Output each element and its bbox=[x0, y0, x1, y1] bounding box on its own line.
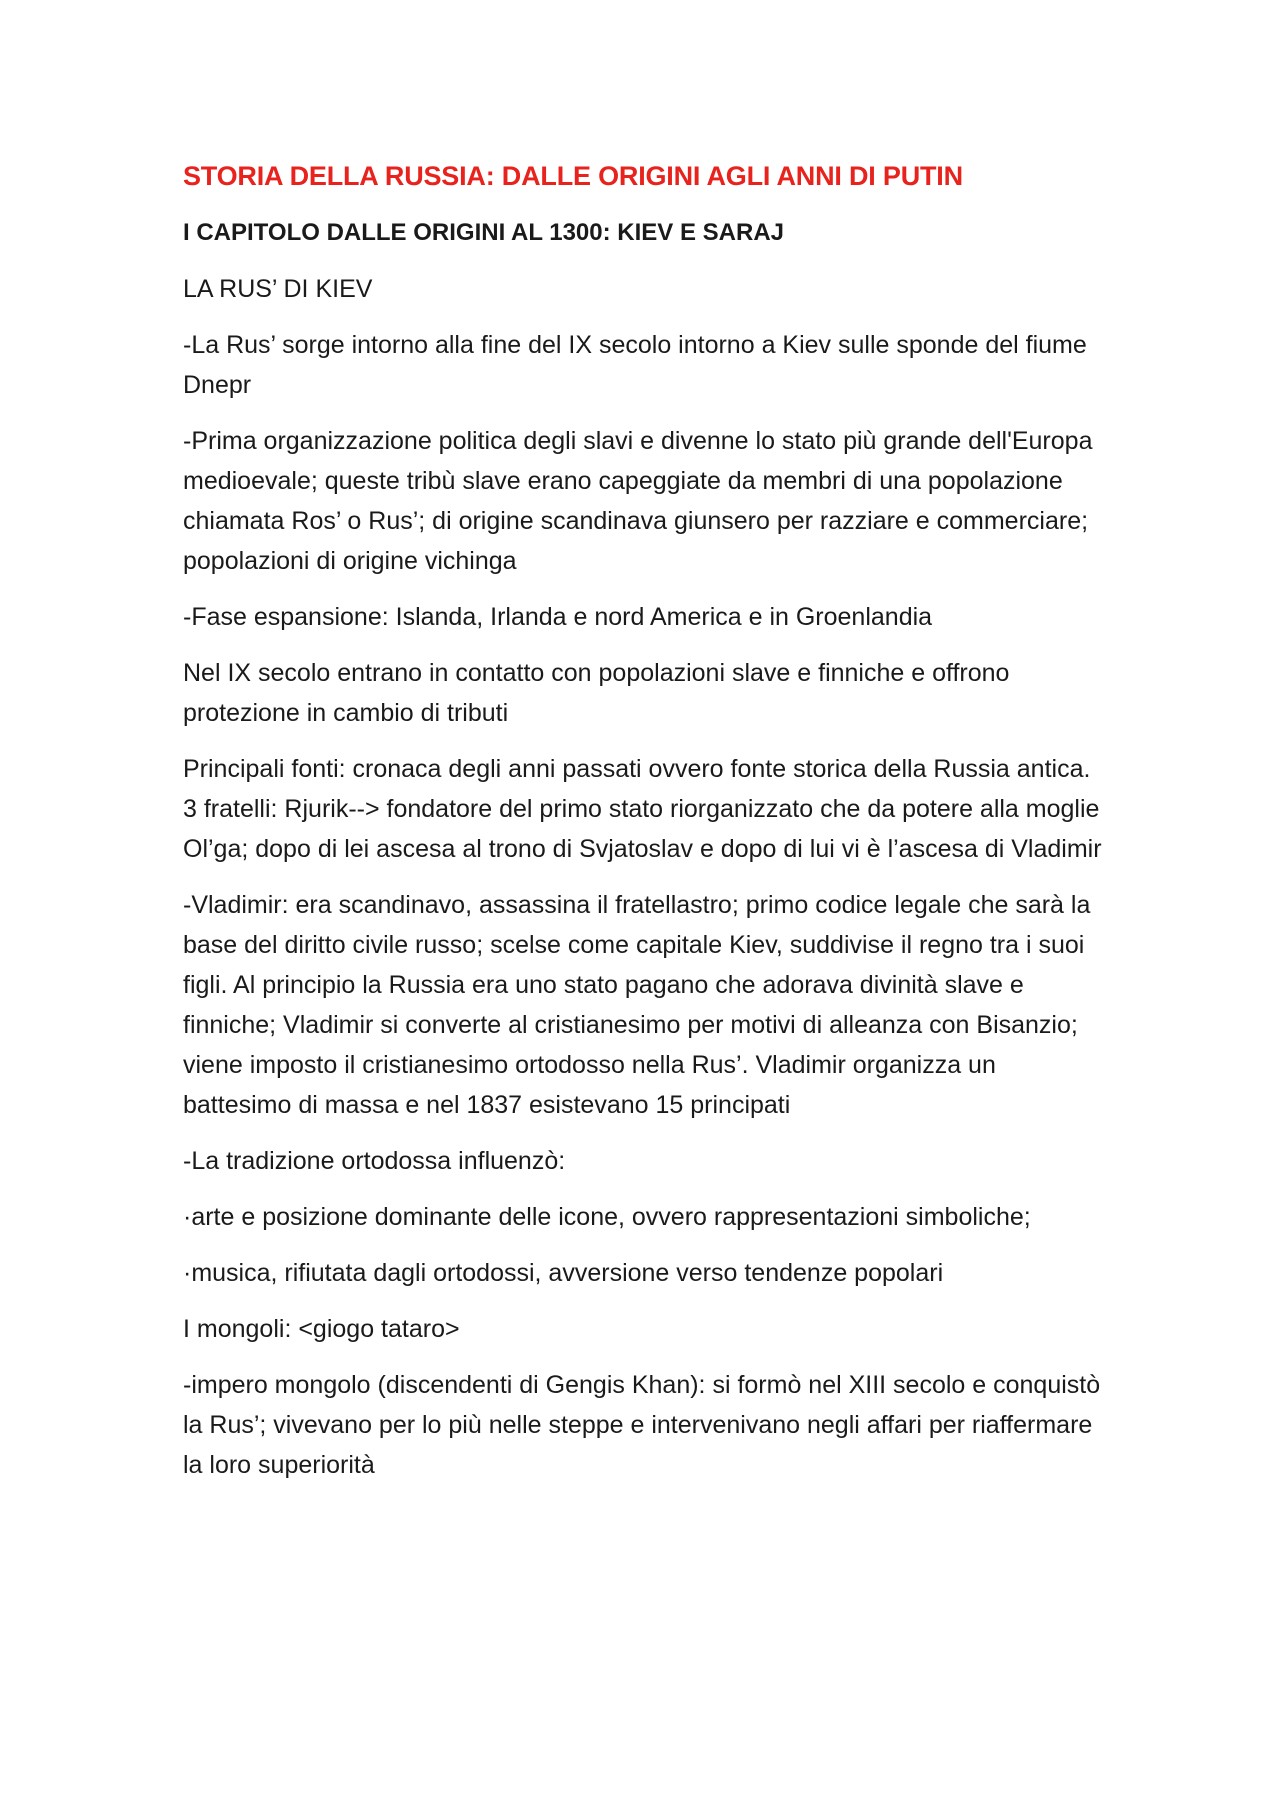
paragraph: I mongoli: <giogo tataro> bbox=[183, 1315, 460, 1343]
paragraph: -impero mongolo (discendenti di Gengis Khan): si formò nel XIII secolo e conquistò la Rus’; vivevano per lo più nelle steppe e intervenivano negli affari per riaffermare la loro superiorità bbox=[183, 1371, 1101, 1479]
paragraph: Nel IX secolo entrano in contatto con popolazioni slave e finniche e offrono protezione in cambio di tributi bbox=[183, 659, 1010, 727]
paragraph: -Vladimir: era scandinavo, assassina il fratellastro; primo codice legale che sarà la base del diritto civile russo; scelse come capitale Kiev, suddivise il regno tra i suoi figli. Al principio la Russia era uno stato pagano che adorava divinità slave e finniche; Vladimir si converte al cristianesimo per motivi di alleanza con Bisanzio; viene imposto il cristianesimo ortodosso nella Rus’. Vladimir organizza un battesimo di massa e nel 1837 esistevano 15 principati bbox=[183, 891, 1091, 1119]
section-heading: LA RUS’ DI KIEV bbox=[183, 275, 373, 303]
paragraph: -Fase espansione: Islanda, Irlanda e nord America e in Groenlandia bbox=[183, 603, 933, 631]
document-body bbox=[183, 156, 1103, 1501]
paragraph: Principali fonti: cronaca degli anni passati ovvero fonte storica della Russia antica. 3 fratelli: Rjurik--> fondatore del primo stato riorganizzato che da potere alla moglie Ol’ga; dopo di lei ascesa al trono di Svjatoslav e dopo di lui vi è l’ascesa di Vladimir bbox=[183, 755, 1102, 863]
paragraph: -La tradizione ortodossa influenzò: bbox=[183, 1147, 566, 1175]
paragraph: -La Rus’ sorge intorno alla fine del IX secolo intorno a Kiev sulle sponde del fiume Dnepr bbox=[183, 331, 1087, 399]
chapter-heading: I CAPITOLO DALLE ORIGINI AL 1300: KIEV E SARAJ bbox=[183, 219, 784, 246]
list-item: ·arte e posizione dominante delle icone, ovvero rappresentazioni simboliche; bbox=[183, 1203, 1031, 1231]
paragraph: -Prima organizzazione politica degli slavi e divenne lo stato più grande dell'Europa medioevale; queste tribù slave erano capeggiate da membri di una popolazione chiamata Ros’ o Rus’; di origine scandinava giunsero per razziare e commerciare; popolazioni di origine vichinga bbox=[183, 427, 1093, 575]
document-title: STORIA DELLA RUSSIA: DALLE ORIGINI AGLI ANNI DI PUTIN bbox=[183, 161, 963, 191]
list-item: ·musica, rifiutata dagli ortodossi, avversione verso tendenze popolari bbox=[183, 1259, 944, 1287]
